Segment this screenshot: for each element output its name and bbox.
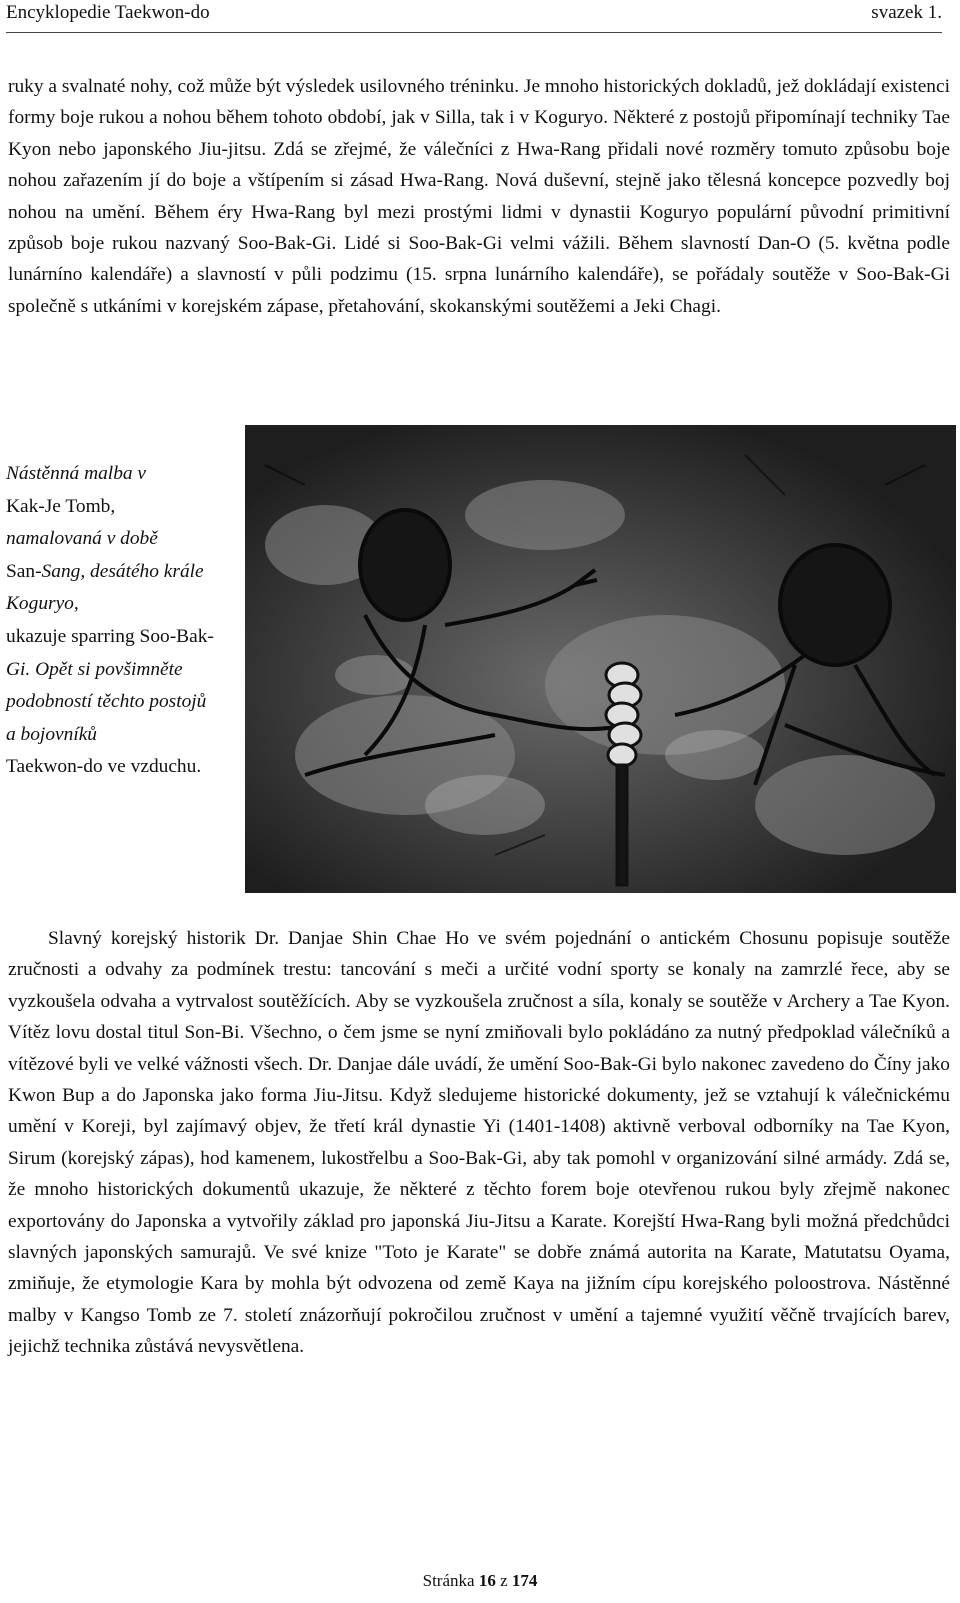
page-of-label: z: [500, 1571, 508, 1590]
page-footer: [0, 1569, 960, 1593]
caption-part-4: San-: [6, 560, 42, 582]
body-paragraph-1: ruky a svalnaté nohy, což může být výsledek usilovného tréninku. Je mnoho historických dokladů, jež dokládají existenci formy boje rukou a nohou během tohoto období, jak v Silla, tak i v Koguryo. Některé z postojů připomínají techniky Tae Kyon nebo japonského Jiu-jitsu. Zdá se zřejmé, že válečníci z Hwa-Rang přidali nové rozměry tomuto způsobu boje nohou zařazením jí do boje a vštípením si zásad Hwa-Rang. Nová duševní, stejně jako tělesná koncepce pozvedly boj nohou na umění. Během éry Hwa-Rang byl mezi prostými lidmi v dynastii Koguryo populární původní primitivní způsob boje rukou nazvaný Soo-Bak-Gi. Lidé si Soo-Bak-Gi velmi vážili. Během slavností Dan-O (5. května podle lunárníno kalendáře) a slavností v půli podzimu (15. srpna lunárního kalendáře), se pořádaly soutěže v Soo-Bak-Gi společně s utkáními v korejském zápase, přetahování, skokanskými soutěžemi a Jeki Chagi.: [8, 76, 950, 317]
page-header: [6, 0, 942, 26]
figure-caption: [6, 458, 220, 784]
caption-part-7: Gi. Opět si povšimněte podobností těchto postojů a bojovníků: [6, 658, 207, 745]
caption-part-6: ukazuje sparring Soo-Bak-: [6, 625, 214, 647]
header-divider: [6, 32, 942, 33]
page-number: 16: [478, 1571, 496, 1590]
body-paragraph-2: Slavný korejský historik Dr. Danjae Shin Chae Ho ve svém pojednání o antickém Chosunu popisuje soutěže zručnosti a odvahy za podmínek trestu: tancování s meči a určité vodní sporty se konaly na zamrzlé řece, aby se vyzkoušela odvaha a vytrvalost soutěžících. Aby se vyzkoušela zručnost a síla, konaly se soutěže v Archery a Tae Kyon. Vítěz lovu dostal titul Son-Bi. Všechno, o čem jsme se nyní zmiňovali bylo pokládáno za nutný předpoklad válečníků a vítězové byli ve velké vážnosti všech. Dr. Danjae dále uvádí, že umění Soo-Bak-Gi bylo nakonec zavedeno do Číny jako Kwon Bup a do Japonska jako forma Jiu-Jitsu. Když sledujeme historické dokumenty, jež se vztahují k válečnickému umění v Koreji, byl zajímavý objev, že třetí král dynastie Yi (1401-1408) aktivně verboval odborníky na Tae Kyon, Sirum (korejský zápas), hod kamenem, lukostřelbu a Soo-Bak-Gi, aby tak pomohl v organizování silné armády. Zdá se, že mnoho historických dokumentů ukazuje, že některé z těchto forem boje otevřenou rukou byly zřejmě nakonec exportovány do Japonska a vytvořily základ pro japonská Jiu-Jitsu a Karate. Korejští Hwa-Rang byli možná předchůdci slavných japonských samurajů. Ve své knize "Toto je Karate" se dobře známá autorita na Karate, Matutatsu Oyama, zmiňuje, že etymologie Kara by mohla být odvozena od země Kaya na jižním cípu korejského poloostrova. Nástěnné malby v Kangso Tomb ze 7. století znázorňují pokročilou zručnost v umění a tajemné využití věčně trvajících barev, jejichž technika zůstává nevysvětlena.: [8, 928, 950, 1358]
document-title: Encyklopedie Taekwon-do: [6, 2, 210, 23]
total-pages: 174: [511, 1571, 538, 1590]
mural-illustration: [245, 425, 956, 893]
caption-part-1: Nástěnná malba v: [6, 463, 147, 484]
caption-part-2: Kak-Je Tomb,: [6, 495, 116, 517]
caption-part-8: Taekwon-do ve vzduchu.: [6, 756, 202, 778]
caption-part-5: Sang, desátého krále Koguryo,: [6, 560, 204, 615]
mural-image: [245, 425, 956, 893]
page-label: Stránka: [422, 1571, 475, 1590]
caption-part-3: namalovaná v době: [6, 528, 158, 550]
volume-label: svazek 1.: [871, 2, 942, 23]
